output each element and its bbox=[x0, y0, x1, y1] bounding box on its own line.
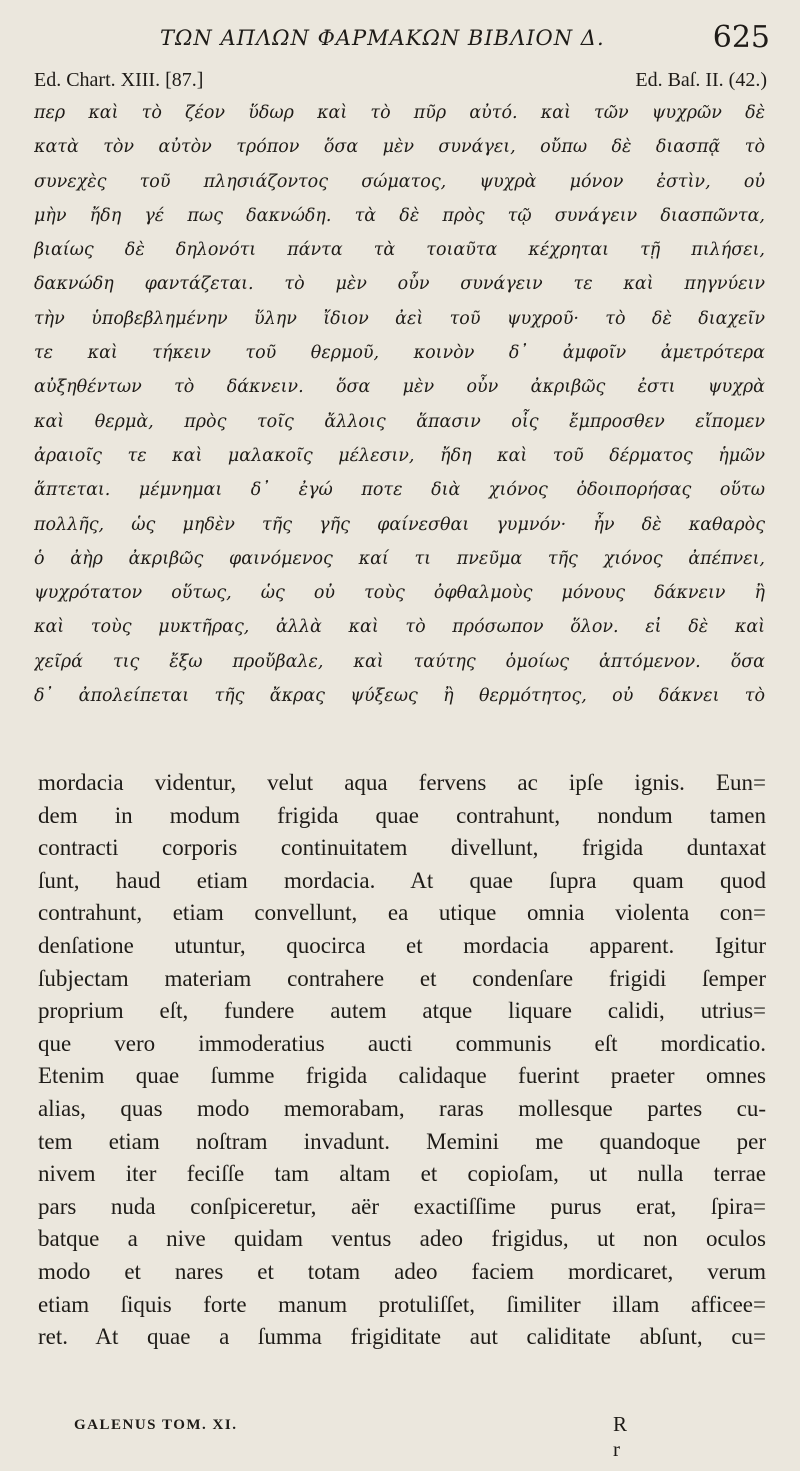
greek-text-line: ψυχρότατον οὕτως, ὡς οὐ τοὺς ὀφθαλμοὺς μόνους δάκνειν ἢ bbox=[34, 583, 765, 604]
greek-text-line: ἀραιοῖς τε καὶ μαλακοῖς μέλεσιν, ἤδη καὶ τοῦ δέρματος ἡμῶν bbox=[34, 445, 765, 466]
greek-text-line: δακνώδη φαντάζεται. τὸ μὲν οὖν συνάγειν τε καὶ πηγνύειν bbox=[34, 274, 765, 295]
latin-text-block bbox=[38, 767, 766, 1354]
latin-text-line: etiam ſiquis forte manum protuliſſet, ſimiliter illam afficee= bbox=[38, 1291, 766, 1317]
latin-text-line: que vero immoderatius aucti communis eſt mordicatio. bbox=[38, 1030, 766, 1056]
running-head bbox=[0, 20, 800, 60]
running-title: ΤΩΝ ΑΠΛΩΝ ΦΑΡΜΑΚΩΝ ΒΙΒΛΙΟΝ Δ. bbox=[160, 26, 605, 50]
latin-text-line: pars nuda conſpiceretur, aër exactiſſime purus erat, ſpira= bbox=[38, 1193, 766, 1219]
greek-text-line: δ᾽ ἀπολείπεται τῆς ἄκρας ψύξεως ἢ θερμότητος, οὐ δάκνει τὸ bbox=[34, 686, 765, 707]
latin-text-line: ſubjectam materiam contrahere et condenſare frigidi ſemper bbox=[38, 965, 766, 991]
latin-text-line: batque a nive quidam ventus adeo frigidus, ut non oculos bbox=[38, 1226, 766, 1252]
greek-text-line: κατὰ τὸν αὐτὸν τρόπον ὅσα μὲν συνάγει, οὔπω δὲ διασπᾷ τὸ bbox=[34, 137, 765, 158]
latin-text-line: Etenim quae ſumme frigida calidaque fuerint praeter omnes bbox=[38, 1063, 766, 1089]
latin-text-line: dem in modum frigida quae contrahunt, nondum tamen bbox=[38, 802, 766, 828]
greek-text-line: βιαίως δὲ δηλονότι πάντα τὰ τοιαῦτα κέχρηται τῇ πιλήσει, bbox=[34, 240, 765, 261]
latin-text-line: mordacia videntur, velut aqua fervens ac ipſe ignis. Eun= bbox=[38, 770, 766, 795]
greek-text-line: καὶ τοὺς μυκτῆρας, ἀλλὰ καὶ τὸ πρόσωπον ὅλον. εἰ δὲ καὶ bbox=[34, 617, 765, 638]
latin-text-line: nivem iter feciſſe tam altam et copioſam, ut nulla terrae bbox=[38, 1161, 766, 1187]
greek-text-line: ἅπτεται. μέμνημαι δ᾽ ἐγώ ποτε διὰ χιόνος ὁδοιπορήσας οὕτω bbox=[34, 480, 765, 501]
latin-text-line: alias, quas modo memorabam, raras mollesque partes cu- bbox=[38, 1095, 766, 1121]
greek-text-line: τὴν ὑποβεβλημένην ὕλην ἴδιον ἀεὶ τοῦ ψυχροῦ· τὸ δὲ διαχεῖν bbox=[34, 308, 765, 329]
latin-text-line: ſunt, haud etiam mordacia. At quae ſupra quam quod bbox=[38, 867, 766, 893]
greek-text-line: αὐξηθέντων τὸ δάκνειν. ὅσα μὲν οὖν ἀκριβῶς ἐστι ψυχρὰ bbox=[34, 377, 765, 398]
latin-text-line: contrahunt, etiam convellunt, ea utique omnia violenta con= bbox=[38, 900, 766, 926]
page-number: 625 bbox=[712, 20, 770, 55]
edition-line bbox=[34, 69, 767, 95]
greek-text-line: χεῖρά τις ἔξω προὔβαλε, καὶ ταύτης ὁμοίως ἁπτόμενον. ὅσα bbox=[34, 651, 765, 672]
greek-text-block bbox=[34, 96, 765, 713]
greek-text-line: τε καὶ τήκειν τοῦ θερμοῦ, κοινὸν δ᾽ ἀμφοῖν ἀμετρότερα bbox=[34, 343, 765, 364]
greek-text-line: συνεχὲς τοῦ πλησιάζοντος σώματος, ψυχρὰ μόνον ἐστὶν, οὐ bbox=[34, 171, 765, 192]
greek-text-line: ὁ ἀὴρ ἀκριβῶς φαινόμενος καί τι πνεῦμα τῆς χιόνος ἀπέπνει, bbox=[34, 548, 765, 569]
greek-text-line: περ καὶ τὸ ζέον ὕδωρ καὶ τὸ πῦρ αὐτό. καὶ τῶν ψυχρῶν δὲ bbox=[34, 103, 765, 123]
greek-text-line: πολλῆς, ὡς μηδὲν τῆς γῆς φαίνεσθαι γυμνόν· ἦν δὲ καθαρὸς bbox=[34, 514, 765, 535]
page-footer bbox=[38, 1412, 628, 1461]
edition-basel: Ed. Baſ. II. (42.) bbox=[635, 69, 767, 91]
gathering-mark: R r bbox=[613, 1412, 628, 1461]
latin-text-line: modo et nares et totam adeo faciem mordicaret, verum bbox=[38, 1258, 766, 1284]
signature-line: GALENUS TOM. XI. bbox=[74, 1417, 238, 1433]
latin-text-line: proprium eſt, fundere autem atque liquare calidi, utrius= bbox=[38, 998, 766, 1024]
latin-text-line: tem etiam noſtram invadunt. Memini me quandoque per bbox=[38, 1128, 766, 1154]
edition-chartier: Ed. Chart. XIII. [87.] bbox=[34, 69, 204, 91]
greek-text-line: καὶ θερμὰ, πρὸς τοῖς ἄλλοις ἅπασιν οἷς ἔμπροσθεν εἴπομεν bbox=[34, 411, 765, 432]
latin-text-line: denſatione utuntur, quocirca et mordacia apparent. Igitur bbox=[38, 932, 766, 958]
greek-text-line: μὴν ἤδη γέ πως δακνώδη. τὰ δὲ πρὸς τῷ συνάγειν διασπῶντα, bbox=[34, 205, 765, 226]
latin-text-line: ret. At quae a ſumma frigiditate aut caliditate abſunt, cu= bbox=[38, 1324, 766, 1350]
latin-text-line: contracti corporis continuitatem divellunt, frigida duntaxat bbox=[38, 835, 766, 861]
